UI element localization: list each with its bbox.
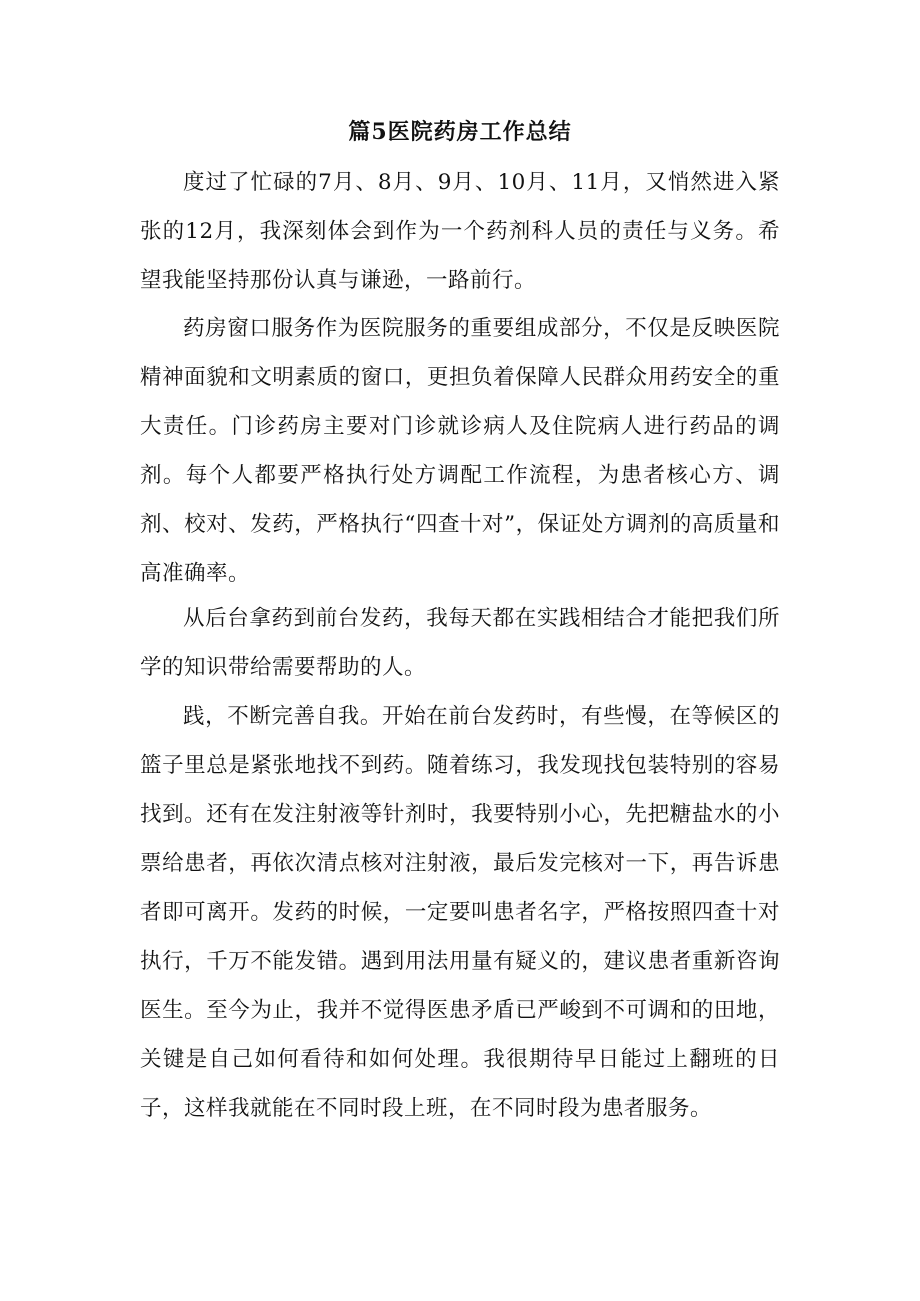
paragraph-1: 度过了忙碌的7月、8月、9月、10月、11月，又悄然进入紧张的12月，我深刻体会到作为一个药剂科人员的责任与义务。希望我能坚持那份认真与谦逊，一路前行。	[140, 170, 780, 293]
paragraph-3: 从后台拿药到前台发药，我每天都在实践相结合才能把我们所学的知识带给需要帮助的人。	[140, 606, 780, 680]
document-title: 篇5医院药房工作总结	[348, 119, 572, 145]
paragraph-2: 药房窗口服务作为医院服务的重要组成部分，不仅是反映医院精神面貌和文明素质的窗口，更担负着保障人民群众用药安全的重大责任。门诊药房主要对门诊就诊病人及住院病人进行药品的调剂。每个人都要严格执行处方调配工作流程，为患者核心方、调剂、校对、发药，严格执行“四查十对”，保证处方调剂的高质量和高准确率。	[140, 316, 780, 586]
paragraph-4: 践，不断完善自我。开始在前台发药时，有些慢，在等候区的篮子里总是紧张地找不到药。随着练习，我发现找包装特别的容易找到。还有在发注射液等针剂时，我要特别小心，先把糖盐水的小票给患者，再依次清点核对注射液，最后发完核对一下，再告诉患者即可离开。发药的时候，一定要叫患者名字，严格按照四查十对执行，千万不能发错。遇到用法用量有疑义的，建议患者重新咨询医生。至今为止，我并不觉得医患矛盾已严峻到不可调和的田地，关键是自己如何看待和如何处理。我很期待早日能过上翻班的日子，这样我就能在不同时段上班，在不同时段为患者服务。	[140, 704, 780, 1121]
